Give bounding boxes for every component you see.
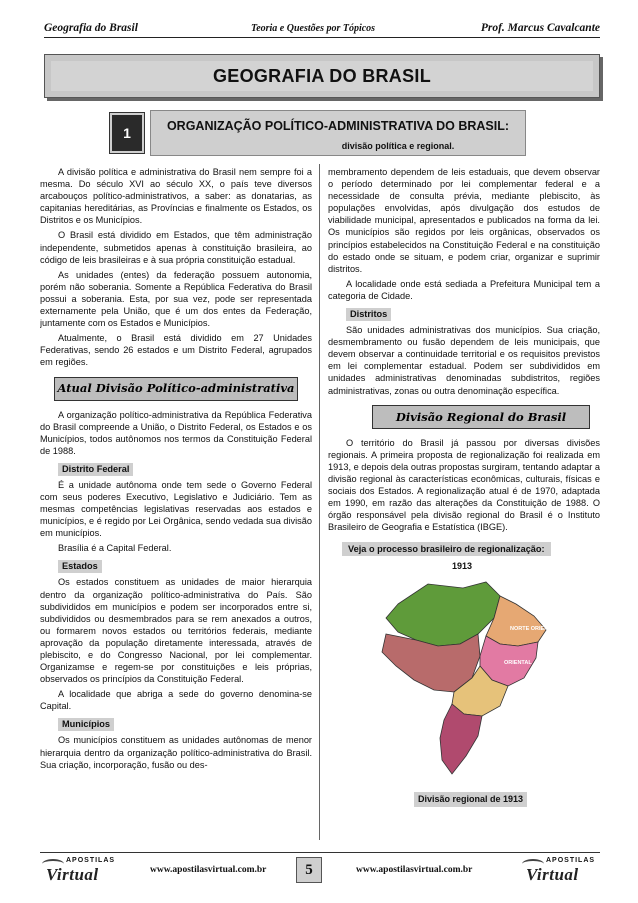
apostilas-virtual-logo xyxy=(40,857,120,887)
map-year: 1913 xyxy=(452,561,473,572)
map-label-norte-oriental: NORTE ORIENTAL xyxy=(510,626,558,633)
column-divider xyxy=(319,164,320,840)
footer-url-right[interactable]: www.apostilasvirtual.com.br xyxy=(356,865,473,875)
paragraph: Brasília é a Capital Federal. xyxy=(58,543,172,554)
chapter-title-box xyxy=(150,110,526,156)
logo-main-text: Virtual xyxy=(526,865,579,884)
chapter-title: ORGANIZAÇÃO POLÍTICO-ADMINISTRATIVA DO BRASIL: xyxy=(166,119,510,133)
paragraph: Os estados constituem as unidades de maior hierarquia dentro da organização político-administrativa do País. São subdivididos em municípios e podem ser incorporados entre si, subdivididos ou desmembrados para se rem anexados a outros, ou formarem novos estados ou territórios federais, mediante aprovação da população diretamente interessada, através de plebiscito, e do Congresso Nacional, por lei complementar. Organizamse e regem-se por constituições e leis próprias, observados os princípios da Constituição Federal. xyxy=(40,577,312,685)
paragraph: São unidades administrativas dos municípios. Sua criação, desmembramento ou fusão dependem de leis municipais, que devem observar a continuidade territorial e os requisitos previstos em lei complementar estadual. Podem ser subdivididos em unidades administrativas denominadas subdistritos, regiões administrativas, zonas ou outra denominação específica. xyxy=(328,325,600,396)
paragraph: A organização político-administrativa da República Federativa do Brasil compreende a União, o Distrito Federal, os Estados e os Municípios, todos autônomos nos termos da Constituição Federal de 1988. xyxy=(40,409,312,456)
header-right: Prof. Marcus Cavalcante xyxy=(480,22,600,34)
logo-top-text: APOSTILAS xyxy=(66,857,116,864)
header-left: Geografia do Brasil xyxy=(44,22,138,34)
paragraph: É a unidade autônoma onde tem sede o Governo Federal com seus poderes Executivo, Legislativo e Judiciário. Tem as mesmas competências legislativas reservadas aos estados e municípios, e é regido por Lei Orgânica, sendo vedada sua divisão em municípios. xyxy=(40,479,312,539)
subheading: Distrito Federal xyxy=(58,463,133,476)
paragraph: O Brasil está dividido em Estados, que têm administração independente, submetidos apenas à constituição brasileira, ao código de leis brasileiras e à sua própria constituição estadual. xyxy=(40,230,312,265)
page-title: GEOGRAFIA DO BRASIL xyxy=(212,65,432,86)
brazil-map-1913 xyxy=(368,574,558,788)
paragraph: A localidade onde está sediada a Prefeitura Municipal tem a categoria de Cidade. xyxy=(328,278,600,301)
paragraph: Os municípios constituem as unidades autônomas de menor hierarquia dentro da organização político-administrativa do Brasil. Sua criação, incorporação, fusão ou des- xyxy=(40,735,312,770)
subheading: Distritos xyxy=(346,308,391,321)
title-banner xyxy=(44,54,600,98)
paragraph: As unidades (entes) da federação possuem autonomia, porém não soberania. Somente a República Federativa do Brasil possui a soberania. Esta, por sua vez, pode ser representada externamente pela União, que é um dos entes da Federação, juntamente com os Estados e Municípios. xyxy=(40,269,312,329)
paragraph: O território do Brasil já passou por diversas divisões regionais. A primeira proposta de regionalização foi realizada em 1913, e depois dela outras propostas surgiram, tentando adaptar a divisão regional às características econômicas, culturais, físicas e sociais dos Estados. A regionalização atual é de 1970, adaptada em 1990, em razão das alterações da Constituição de 1988. O órgão responsável pela divisão regional do Brasil é o Instituto Brasileiro de Geografia e Estatística (IBGE). xyxy=(328,437,600,533)
subheading: Estados xyxy=(58,560,102,573)
paragraph: Atualmente, o Brasil está dividido em 27 Unidades Federativas, sendo 26 estados e um Distrito Federal, agrupados em regiões. xyxy=(40,333,312,368)
footer-url-left[interactable]: www.apostilasvirtual.com.br xyxy=(150,865,267,875)
map-caption: Divisão regional de 1913 xyxy=(414,792,527,806)
chapter-number: 1 xyxy=(110,113,144,153)
right-column xyxy=(328,166,600,840)
header-center: Teoria e Questões por Tópicos xyxy=(251,23,376,34)
subheading: Municípios xyxy=(58,718,114,731)
region-north xyxy=(386,582,500,646)
apostilas-virtual-logo xyxy=(520,857,600,887)
page-footer xyxy=(40,852,600,888)
paragraph: membramento dependem de leis estaduais, que devem observar o período determinado por lei complementar federal e a necessidade de consulta prévia, mediante plebiscito, às populações envolvidas, após divulgação dos estudos de viabilidade municipal, apresentados e publicados na forma da lei. Os municípios são regidos por leis orgânicas, observados os princípios estabelecidos na Constituição Federal e na constituição do estado onde se situam, e podem criar, organizar e suprimir distritos. xyxy=(328,167,600,274)
section-heading: Divisão Regional do Brasil xyxy=(372,405,590,429)
map-label-oriental: ORIENTAL xyxy=(504,660,532,667)
map-intro-label: Veja o processo brasileiro de regionalização: xyxy=(342,542,551,556)
page-number: 5 xyxy=(296,857,322,883)
section-heading: Atual Divisão Político-administrativa xyxy=(54,377,298,401)
chapter-subtitle: divisão política e regional. xyxy=(341,141,455,151)
left-column xyxy=(40,166,312,840)
logo-main-text: Virtual xyxy=(46,865,99,884)
map-figure xyxy=(328,556,600,808)
logo-top-text: APOSTILAS xyxy=(546,857,596,864)
chapter-heading xyxy=(110,110,526,156)
paragraph: A divisão política e administrativa do Brasil nem sempre foi a mesma. Do século XVI ao século XX, o país teve diversos arcabouços político-administrativos, a saber: as donatarias, as capitanias hereditárias, as Províncias e finalmente os Estados, os Distritos e os Municípios. xyxy=(40,167,312,226)
paragraph: A localidade que abriga a sede do governo denomina-se Capital. xyxy=(40,689,312,712)
running-header xyxy=(44,22,600,38)
